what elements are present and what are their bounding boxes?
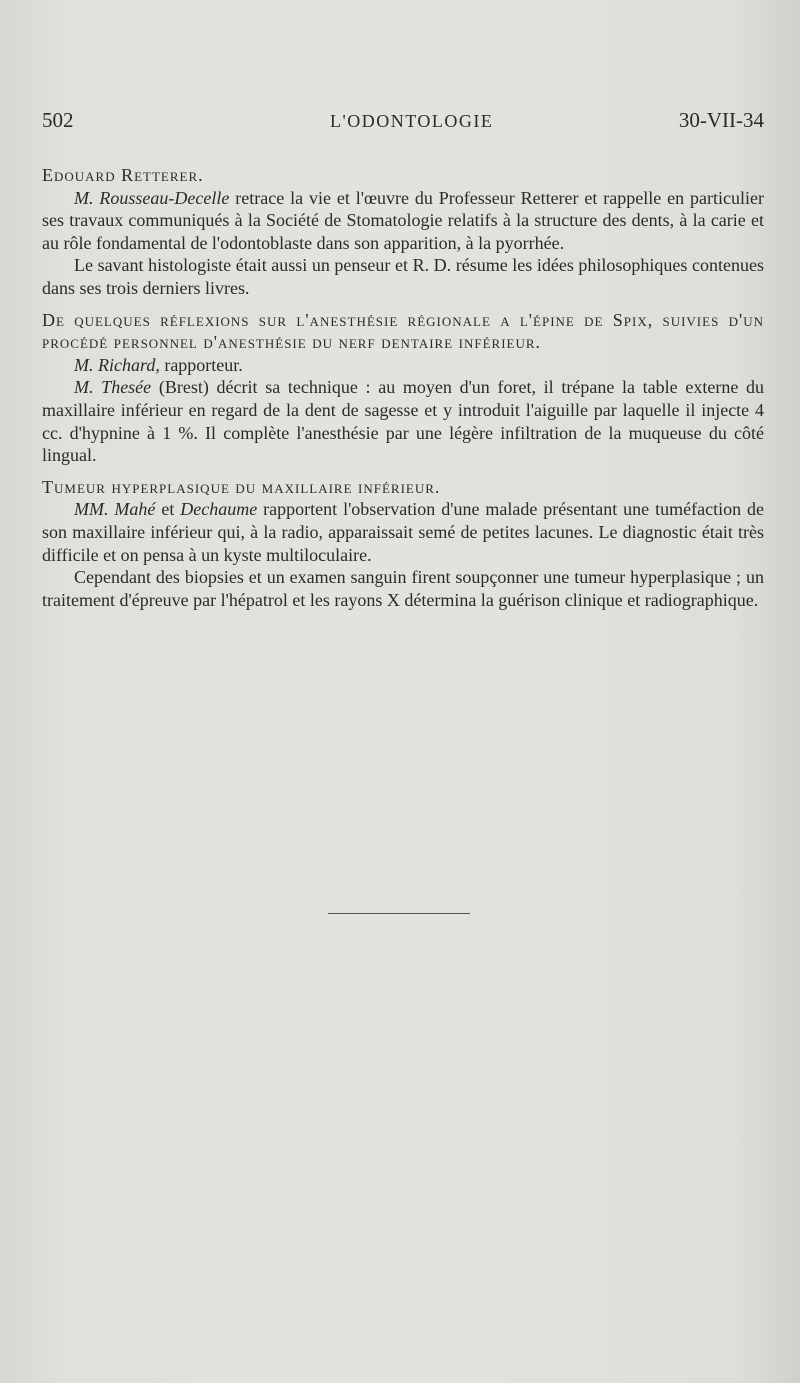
paragraph: Cependant des biopsies et un examen sanguin firent soupçonner une tumeur hyperplasique ; un traitement d'épreuve par l'hépatrol et les rayons X détermina la guérison clinique et radiographique. <box>42 567 764 610</box>
paragraph-text: retrace la vie et l'œuvre du Professeur Retterer et rappelle en particulier ses travaux communiqués à la Société de Stomatologie relatifs à la structure des dents, à la carie et au rôle fondamental de l'odontoblaste dans son apparition, à la pyorrhée. <box>42 187 764 253</box>
paragraph <box>42 498 764 566</box>
paragraph-text: rapporteur. <box>159 354 243 375</box>
paragraph-text: (Brest) décrit sa technique : au moyen d'un foret, il trépane la table externe du maxillaire inférieur en regard de la dent de sagesse et y introduit l'aiguille par laquelle il injecte 4 cc. d'hypnine à 1 %. Il complète l'anesthésie par une légère infiltration de la muqueuse du côté lingual. <box>42 377 764 466</box>
paragraph <box>42 187 764 255</box>
section-heading: Tumeur hyperplasique du maxillaire inférieur. <box>42 476 441 497</box>
article-body <box>42 164 764 611</box>
journal-title: L'ODONTOLOGIE <box>330 111 494 131</box>
section-heading: Edouard Retterer. <box>42 165 204 185</box>
page-number: 502 <box>42 108 74 132</box>
section-heading: De quelques réflexions sur l'anesthésie régionale a l'épine de Spix, suivies d'un procédé personnel d'anesthésie du nerf dentaire inférieur. <box>42 309 764 353</box>
issue-date: 30-VII-34 <box>678 108 764 132</box>
speaker-name: M. Thesée <box>74 377 152 398</box>
paragraph <box>42 354 764 377</box>
speaker-name: MM. Mahé <box>74 499 156 520</box>
speaker-name-2: Dechaume <box>180 499 258 520</box>
speaker-name: M. Rousseau-Decelle <box>74 187 230 208</box>
paragraph-text-2: rapportent l'observation d'une malade présentant une tuméfaction de son maxillaire inférieur qui, à la radio, apparaissait semé de petites lacunes. Le diagnostic était très difficile et on pensa à un kyste multiloculaire. <box>42 499 764 565</box>
end-rule <box>328 913 470 914</box>
paragraph: Le savant histologiste était aussi un penseur et R. D. résume les idées philosophiques contenues dans ses trois derniers livres. <box>42 255 764 298</box>
running-head <box>42 108 764 142</box>
speaker-name: M. Richard, <box>74 354 160 375</box>
paragraph <box>42 376 764 466</box>
paragraph-text: et <box>155 499 181 520</box>
